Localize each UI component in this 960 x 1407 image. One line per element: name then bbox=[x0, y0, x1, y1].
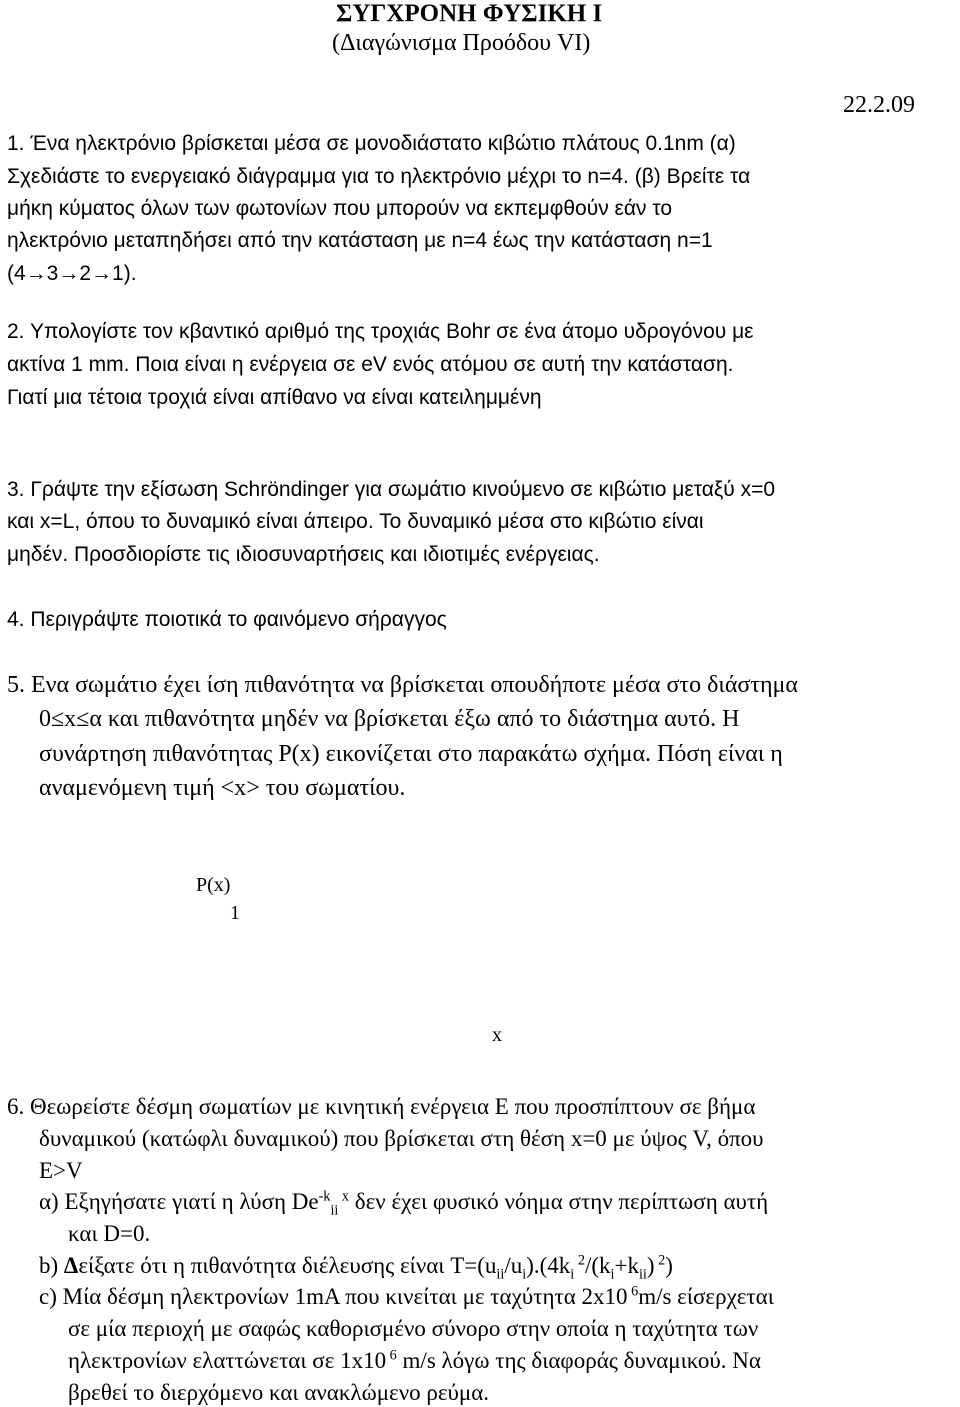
q6c-text: c) Μία δέσμη ηλεκτρονίων 1mA που κινείται με ταχύτητα 2x10 bbox=[39, 1284, 628, 1309]
graph-y-label: P(x) bbox=[196, 874, 231, 896]
q6b-sup: 2 bbox=[654, 1252, 666, 1269]
q6b-text: /(k bbox=[584, 1253, 611, 1278]
exam-date: 22.2.09 bbox=[843, 92, 915, 118]
exam-subtitle: (Διαγώνισμα Προόδου VI) bbox=[332, 30, 591, 56]
q6c-text: ηλεκτρονίων ελαττώνεται σε 1x10 bbox=[68, 1348, 387, 1373]
q6b-sub: i bbox=[610, 1266, 615, 1283]
q3-line: μηδέν. Προσδιορίστε τις ιδιοσυναρτήσεις και ιδιοτιμές ενέργειας. bbox=[7, 543, 600, 566]
graph-y-tick: 1 bbox=[230, 902, 240, 924]
q5-line: αναμενόμενη τιμή <x> του σωματίου. bbox=[39, 775, 406, 801]
q6b-text: +k bbox=[614, 1253, 639, 1278]
q6c-line2: σε μία περιοχή με σαφώς καθορισμένο σύνορο στην οποία η ταχύτητα των bbox=[68, 1316, 759, 1341]
q6c-text: m/s είσερχεται bbox=[638, 1284, 774, 1309]
q6b-text: /u bbox=[504, 1253, 523, 1278]
q2-line: Γιατί μια τέτοια τροχιά είναι απίθανο να είναι κατειλημμένη bbox=[7, 386, 542, 409]
q6c-line3 bbox=[68, 1348, 761, 1374]
q6c-text: m/s λόγω της διαφοράς δυναμικού. Να bbox=[396, 1348, 761, 1373]
q6c-line bbox=[39, 1284, 774, 1310]
q6a-line2: και D=0. bbox=[68, 1221, 151, 1246]
q1-line: μήκη κύματος όλων των φωτονίων που μπορούν να εκπεμφθούν εάν το bbox=[7, 197, 673, 220]
q6a-exponent: -k bbox=[318, 1188, 331, 1205]
q6b-sub: ii bbox=[496, 1266, 505, 1283]
q5-line: 0≤x≤α και πιθανότητα μηδέν να βρίσκεται έξω από το διάστημα αυτό. Η bbox=[39, 706, 740, 732]
graph-x-label: x bbox=[492, 1024, 502, 1046]
q6b-sup: 2 bbox=[574, 1252, 585, 1269]
q6b-sub: i bbox=[570, 1266, 575, 1283]
q6b-prefix: b) bbox=[39, 1253, 64, 1278]
q6-line: E>V bbox=[39, 1158, 83, 1183]
exam-title: ΣΥΓΧΡΟΝΗ ΦΥΣΙΚΗ Ι bbox=[336, 0, 603, 27]
q3-line: και x=L, όπου το δυναμικό είναι άπειρο. Το δυναμικό μέσα στο κιβώτιο είναι bbox=[7, 510, 704, 533]
q6b-bold-letter: Δ bbox=[63, 1253, 79, 1278]
q6b-text: είξατε ότι η πιθανότητα διέλευσης είναι T=(u bbox=[78, 1253, 497, 1278]
q1-line: (4→3→2→1). bbox=[7, 262, 137, 285]
q6c-sup: 6 bbox=[386, 1347, 397, 1364]
q6a-text: α) Εξηγήσατε γιατί η λύση De bbox=[39, 1189, 319, 1214]
q6b-text: ) bbox=[646, 1253, 655, 1278]
q6a-line bbox=[39, 1188, 769, 1219]
q5-line: 5. Ενα σωμάτιο έχει ίση πιθανότητα να βρίσκεται οπουδήποτε μέσα στο διάστημα bbox=[7, 672, 798, 698]
q2-line: ακτίνα 1 mm. Ποια είναι η ενέργεια σε eV ενός ατόμου σε αυτή την κατάσταση. bbox=[7, 353, 734, 376]
q6a-subscript: ii bbox=[330, 1202, 339, 1219]
q6a-exponent-x: x bbox=[338, 1188, 350, 1205]
question-4: 4. Περιγράψτε ποιοτικά το φαινόμενο σήραγγος bbox=[7, 608, 447, 631]
q6b-text: ) bbox=[665, 1253, 673, 1278]
q6-line: 6. Θεωρείστε δέσμη σωματίων με κινητική ενέργεια E που προσπίπτουν σε βήμα bbox=[7, 1094, 756, 1119]
q5-line: συνάρτηση πιθανότητας P(x) εικονίζεται στο παρακάτω σχήμα. Πόση είναι η bbox=[39, 741, 783, 767]
q2-line: 2. Υπολογίστε τον κβαντικό αριθμό της τροχιάς Bohr σε ένα άτομο υδρογόνου με bbox=[7, 320, 754, 343]
q6c-line4: βρεθεί το διερχόμενο και ανακλώμενο ρεύμα. bbox=[68, 1380, 489, 1405]
q6c-sup: 6 bbox=[627, 1283, 639, 1300]
q1-line: 1. Ένα ηλεκτρόνιο βρίσκεται μέσα σε μονοδιάστατο κιβώτιο πλάτους 0.1nm (α) bbox=[7, 132, 736, 155]
q3-line: 3. Γράψτε την εξίσωση Schrӧndinger για σωμάτιο κινούμενο σε κιβώτιο μεταξύ x=0 bbox=[7, 478, 776, 501]
q6b-sub: i bbox=[522, 1266, 527, 1283]
q6b-sub: ii bbox=[638, 1266, 647, 1283]
q6b-line bbox=[39, 1252, 673, 1283]
q1-line: Σχεδιάστε το ενεργειακό διάγραμμα για το ηλεκτρόνιο μέχρι το n=4. (β) Βρείτε τα bbox=[7, 165, 751, 188]
q6b-text: ).(4k bbox=[526, 1253, 571, 1278]
q6a-text-end: δεν έχει φυσικό νόημα στην περίπτωση αυτή bbox=[349, 1189, 769, 1214]
q1-line: ηλεκτρόνιο μεταπηδήσει από την κατάσταση με n=4 έως την κατάσταση n=1 bbox=[7, 229, 713, 252]
q6-line: δυναμικού (κατώφλι δυναμικού) που βρίσκεται στη θέση x=0 με ύψος V, όπου bbox=[39, 1126, 764, 1151]
